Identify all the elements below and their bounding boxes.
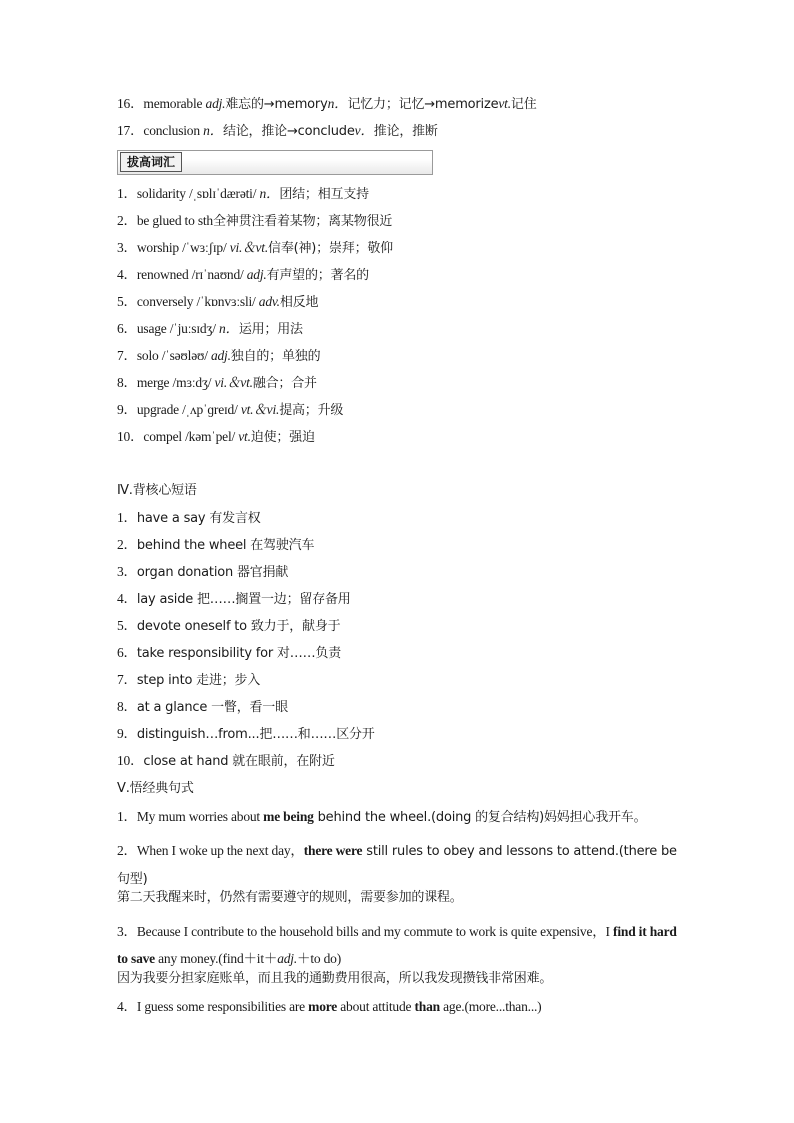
advanced-item: 5．conversely /ˈkɒnvɜːsli/ adv.相反地 [117, 294, 319, 310]
advanced-item: 9．upgrade /ˌʌpˈɡreɪd/ vt.＆vi.提高；升级 [117, 402, 344, 418]
phrase-item: 10．close at hand 就在眼前，在附近 [117, 753, 335, 769]
phrase-item: 4．lay aside 把……搁置一边；留存备用 [117, 591, 351, 607]
sentence-3-translation: 因为我要分担家庭账单，而且我的通勤费用很高，所以我发现攒钱非常困难。 [117, 971, 553, 986]
advanced-item: 7．solo /ˈsəʊləʊ/ adj.独自的；单独的 [117, 348, 321, 364]
advanced-item: 4．renowned /rɪˈnaʊnd/ adj.有声望的；著名的 [117, 267, 369, 283]
phrases-heading: Ⅳ.背核心短语 [117, 483, 197, 498]
phrase-item: 8．at a glance 一瞥，看一眼 [117, 699, 288, 715]
phrase-item: 7．step into 走进；步入 [117, 672, 261, 688]
sentence-3: 3．Because I contribute to the household bills and my commute to work is quite expensive，I find it hard to save any money.(find＋it＋adj.＋to do) [117, 924, 677, 966]
sentence-1: 1．My mum worries about me being behind the wheel.(doing 的复合结构)妈妈担心我开车。 [117, 809, 647, 825]
advanced-vocab-title: 拔高词汇 [120, 152, 182, 172]
phrase-item: 5．devote oneself to 致力于，献身于 [117, 618, 341, 634]
advanced-vocab-header [117, 150, 433, 175]
vocab-item-16: 16．memorable adj.难忘的→memoryn．记忆力；记忆→memorizevt.记住 [117, 96, 537, 112]
sentences-heading: Ⅴ.悟经典句式 [117, 781, 194, 796]
phrase-item: 3．organ donation 器官捐献 [117, 564, 289, 580]
phrase-item: 2．behind the wheel 在驾驶汽车 [117, 537, 315, 553]
advanced-item: 8．merge /mɜːdʒ/ vi.＆vt.融合；合并 [117, 375, 317, 391]
advanced-item: 3．worship /ˈwɜːʃɪp/ vi.＆vt.信奉(神)；崇拜；敬仰 [117, 240, 393, 256]
advanced-item: 10．compel /kəmˈpel/ vt.迫使；强迫 [117, 429, 315, 445]
sentence-2-translation: 第二天我醒来时，仍然有需要遵守的规则，需要参加的课程。 [117, 890, 463, 905]
advanced-item: 1．solidarity /ˌsɒlɪˈdærəti/ n．团结；相互支持 [117, 186, 369, 202]
phrase-item: 9．distinguish…from...把……和……区分开 [117, 726, 375, 742]
advanced-item: 2．be glued to sth全神贯注看着某物；离某物很近 [117, 213, 393, 229]
vocab-item-17: 17．conclusion n．结论，推论→concludev．推论，推断 [117, 123, 438, 139]
phrase-item: 6．take responsibility for 对……负责 [117, 645, 341, 661]
phrase-item: 1．have a say 有发言权 [117, 510, 261, 526]
advanced-item: 6．usage /ˈjuːsɪdʒ/ n．运用；用法 [117, 321, 303, 337]
sentence-2: 2．When I woke up the next day，there were still rules to obey and lessons to attend.(there be 句型) [117, 843, 677, 887]
sentence-4: 4．I guess some responsibilities are more about attitude than age.(more...than...) [117, 999, 542, 1014]
